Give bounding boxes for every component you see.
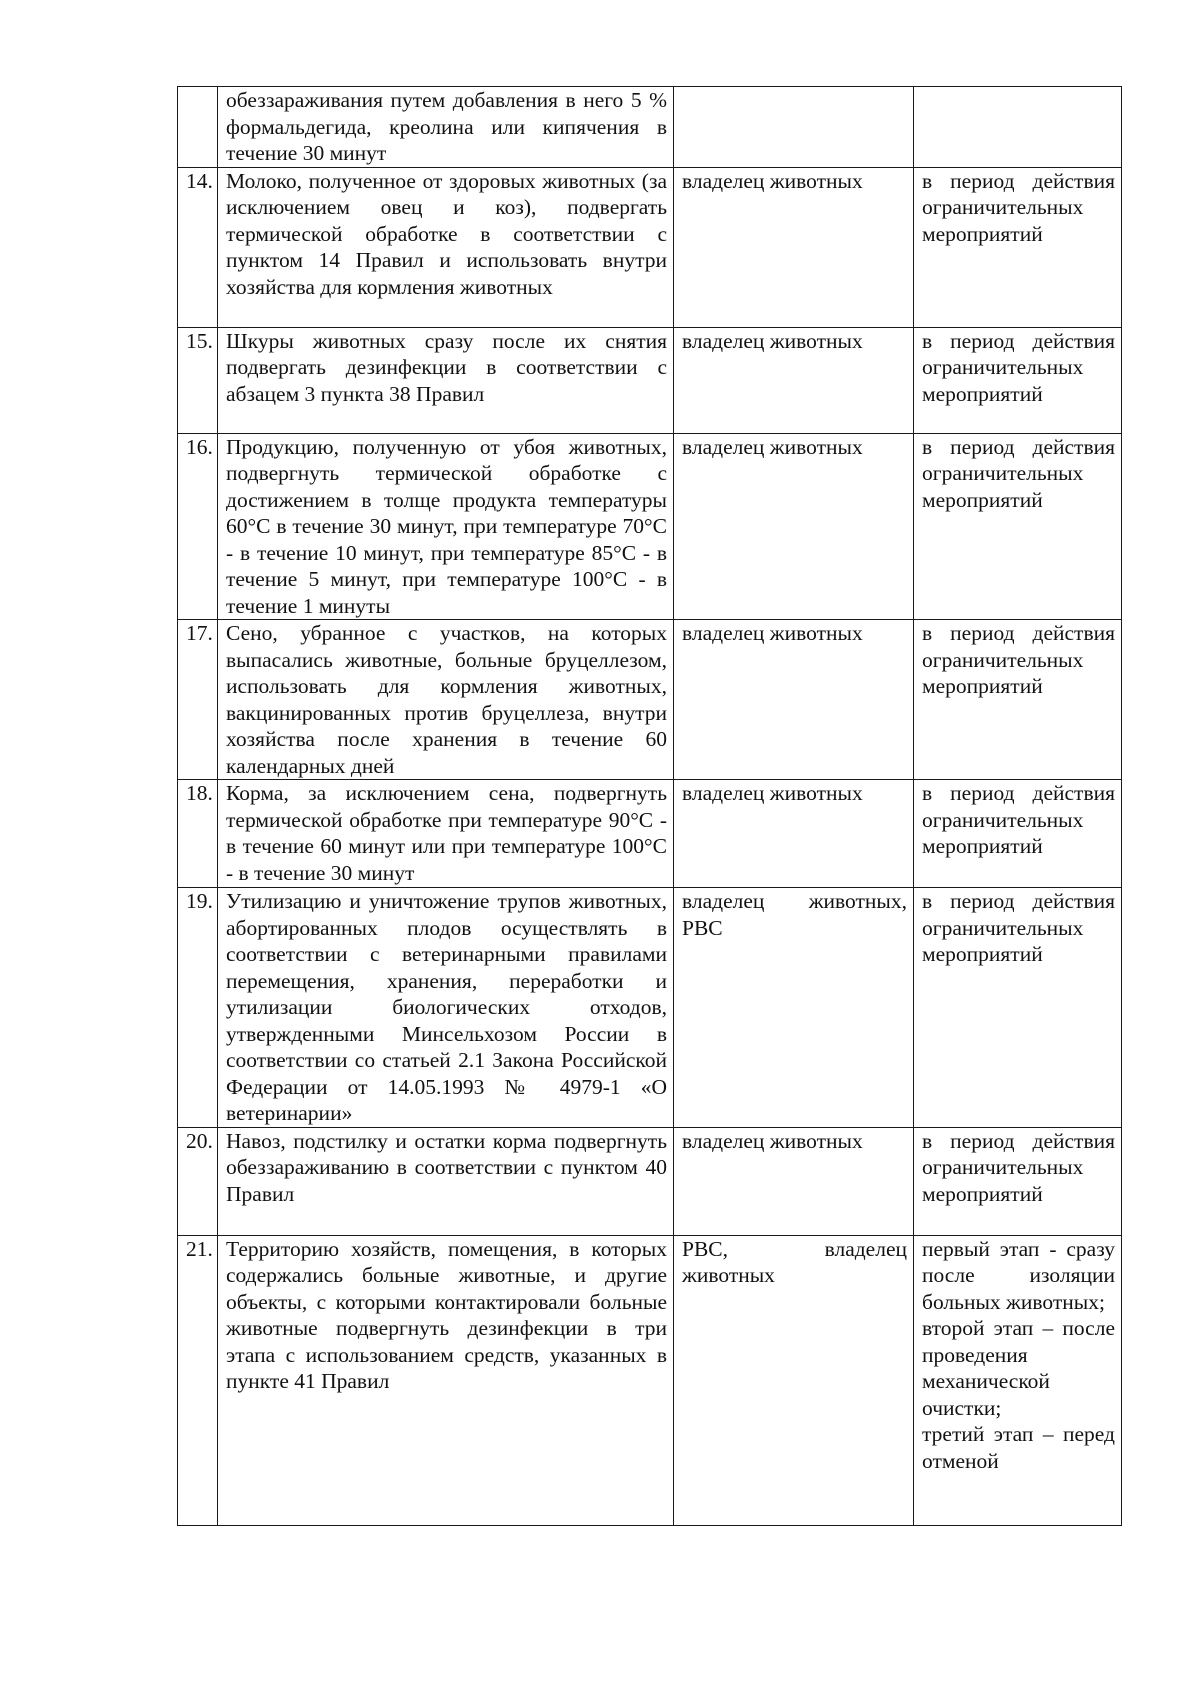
timing: в период действия ограничительных мероприятий (914, 888, 1122, 1128)
responsible-party: владелец животных (674, 433, 914, 620)
measure-text: Молоко, полученное от здоровых животных (за исключением овец и коз), подвергать термической обработке в соответствии с пунктом 14 Правил и использовать внутри хозяйства для кормления животных (218, 167, 674, 327)
measure-text: Сено, убранное с участков, на которых выпасались животные, больные бруцеллезом, использовать для кормления животных, вакцинированных против бруцеллеза, внутри хозяйства после хранения в течение 60 календарных дней (218, 620, 674, 780)
timing: в период действия ограничительных мероприятий (914, 327, 1122, 433)
measure-text: Корма, за исключением сена, подвергнуть термической обработке при температуре 90°С - в течение 60 минут или при температуре 100°С - в течение 30 минут (218, 780, 674, 888)
row-number: 21. (178, 1235, 218, 1525)
table-row (178, 1235, 1122, 1525)
responsible-party: владелец животных (674, 780, 914, 888)
table-row (178, 87, 1122, 168)
row-number: 16. (178, 433, 218, 620)
responsible-party (674, 87, 914, 168)
measure-text: обеззараживания путем добавления в него 5 % формальдегида, креолина или кипячения в течение 30 минут (218, 87, 674, 168)
responsible-party: владелец животных (674, 1127, 914, 1235)
timing-stage-second: второй этап – после проведения механической очистки; (922, 1316, 1115, 1420)
row-number: 14. (178, 167, 218, 327)
table-row (178, 620, 1122, 780)
row-number: 20. (178, 1127, 218, 1235)
timing (914, 87, 1122, 168)
table-row (178, 167, 1122, 327)
responsible-party: РВС, владелец животных (674, 1235, 914, 1525)
row-number (178, 87, 218, 168)
row-number: 17. (178, 620, 218, 780)
responsible-party: владелец животных (674, 620, 914, 780)
table-row (178, 327, 1122, 433)
timing: в период действия ограничительных мероприятий (914, 620, 1122, 780)
measures-table (177, 86, 1122, 1526)
responsible-party: владелец животных, РВС (674, 888, 914, 1128)
responsible-party: владелец животных (674, 167, 914, 327)
measure-text: Навоз, подстилку и остатки корма подвергнуть обеззараживанию в соответствии с пунктом 40 Правил (218, 1127, 674, 1235)
measure-text: Шкуры животных сразу после их снятия подвергать дезинфекции в соответствии с абзацем 3 пункта 38 Правил (218, 327, 674, 433)
row-number: 15. (178, 327, 218, 433)
timing-stages (914, 1235, 1122, 1525)
row-number: 19. (178, 888, 218, 1128)
measure-text: Утилизацию и уничтожение трупов животных, абортированных плодов осуществлять в соответствии с ветеринарными правилами перемещения, хранения, переработки и утилизации биологических отходов, утвержденными Минсельхозом России в соответствии со статьей 2.1 Закона Российской Федерации от 14.05.1993 № 4979-1 «О ветеринарии» (218, 888, 674, 1128)
table-row (178, 888, 1122, 1128)
timing: в период действия ограничительных мероприятий (914, 1127, 1122, 1235)
table-row (178, 433, 1122, 620)
timing: в период действия ограничительных мероприятий (914, 780, 1122, 888)
table-row (178, 1127, 1122, 1235)
timing: в период действия ограничительных мероприятий (914, 433, 1122, 620)
measure-text: Продукцию, полученную от убоя животных, подвергнуть термической обработке с достижением в толще продукта температуры 60°С в течение 30 минут, при температуре 70°С - в течение 10 минут, при температуре 85°С - в течение 5 минут, при температуре 100°С - в течение 1 минуты (218, 433, 674, 620)
table-row (178, 780, 1122, 888)
row-number: 18. (178, 780, 218, 888)
timing-stage-first: первый этап - сразу после изоляции больных животных; (922, 1236, 1115, 1314)
timing: в период действия ограничительных мероприятий (914, 167, 1122, 327)
measure-text: Территорию хозяйств, помещения, в которых содержались больные животные, и другие объекты, с которыми контактировали больные животные подвергнуть дезинфекции в три этапа с использованием средств, указанных в пункте 41 Правил (218, 1235, 674, 1525)
responsible-party: владелец животных (674, 327, 914, 433)
timing-stage-third: третий этап – перед отменой (922, 1422, 1115, 1473)
